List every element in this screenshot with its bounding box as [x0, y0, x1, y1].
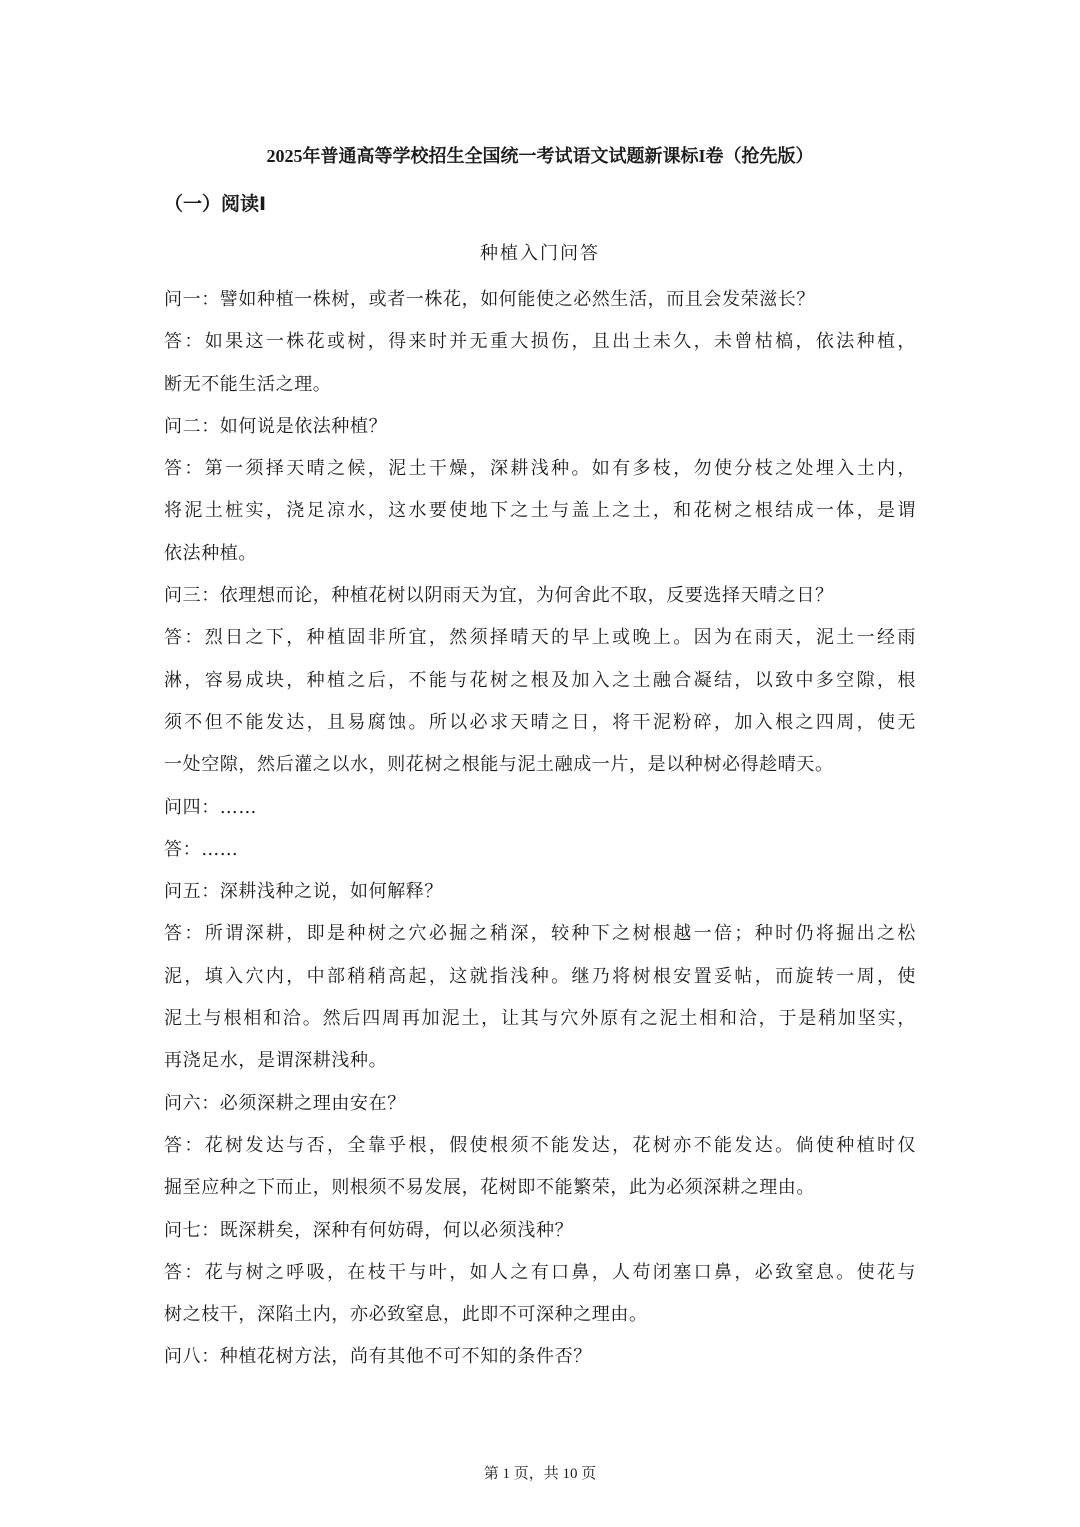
article-title: 种植入门问答: [480, 243, 600, 264]
text-line: 树之枝干，深陷土内，亦必致窒息，此即不可深种之理由。: [164, 1304, 648, 1326]
text-line: 泥土与根相和洽。然后四周再加泥土，让其与穴外原有之泥土相和洽，于是稍加坚实，: [164, 1008, 916, 1030]
page-footer: 第 1 页，共 10 页: [483, 1466, 597, 1482]
text-line: 问五：深耕浅种之说，如何解释？: [164, 881, 443, 903]
text-line: 答：……: [164, 838, 239, 860]
text-line: 答：烈日之下，种植固非所宜，然须择晴天的早上或晚上。因为在雨天，泥土一经雨: [164, 627, 916, 649]
text-line: 断无不能生活之理。: [164, 373, 332, 395]
document-title: 2025年普通高等学校招生全国统一考试语文试题新课标I卷（抢先版）: [266, 146, 814, 166]
text-line: 答：所谓深耕，即是种树之穴必掘之稍深，较种下之树根越一倍；种时仍将掘出之松: [164, 923, 916, 945]
text-line: 问三：依理想而论，种植花树以阴雨天为宜，为何舍此不取，反要选择天晴之日？: [164, 585, 834, 607]
text-line: 掘至应种之下而止，则根须不易发展，花树即不能繁荣，此为必须深耕之理由。: [164, 1177, 815, 1199]
text-line: 将泥土桩实，浇足凉水，这水要使地下之土与盖上之土，和花树之根结成一体，是谓: [164, 500, 916, 522]
text-line: 依法种植。: [164, 542, 257, 564]
text-line: 问一：譬如种植一株树，或者一株花，如何能使之必然生活，而且会发荣滋长？: [164, 289, 815, 310]
text-line: 一处空隙，然后灌之以水，则花树之根能与泥土融成一片，是以种树必得趁晴天。: [164, 754, 834, 776]
text-line: 淋，容易成块，种植之后，不能与花树之根及加入之土融合凝结，以致中多空隙，根: [164, 669, 916, 691]
text-line: 问二：如何说是依法种植？: [164, 415, 388, 437]
text-line: 须不但不能发达，且易腐蚀。所以必求天晴之日，将干泥粉碎，加入根之四周，使无: [164, 711, 916, 733]
text-line: 答：如果这一株花或树，得来时并无重大损伤，且出土未久，未曾枯槁，依法种植，: [164, 331, 916, 353]
section-heading: （一）阅读I: [164, 193, 267, 215]
text-line: 答：花树发达与否，全靠乎根，假使根须不能发达，花树亦不能发达。倘使种植时仅: [164, 1134, 916, 1156]
text-line: 泥，填入穴内，中部稍稍高起，这就指浅种。继乃将树根安置妥帖，而旋转一周，使: [164, 965, 916, 987]
text-line: 问六：必须深耕之理由安在？: [164, 1092, 406, 1114]
text-line: 答：花与树之呼吸，在枝干与叶，如人之有口鼻，人苟闭塞口鼻，必致窒息。使花与: [164, 1261, 916, 1283]
text-line: 再浇足水，是谓深耕浅种。: [164, 1050, 388, 1072]
text-line: 问八：种植花树方法，尚有其他不可不知的条件否？: [164, 1346, 592, 1368]
text-line: 问七：既深耕矣，深种有何妨碍，何以必须浅种？: [164, 1219, 574, 1241]
article-body: [164, 279, 916, 1379]
text-line: 答：第一须择天晴之候，泥土干燥，深耕浅种。如有多枝，勿使分枝之处埋入土内，: [164, 458, 916, 480]
text-line: 问四：……: [164, 796, 257, 818]
